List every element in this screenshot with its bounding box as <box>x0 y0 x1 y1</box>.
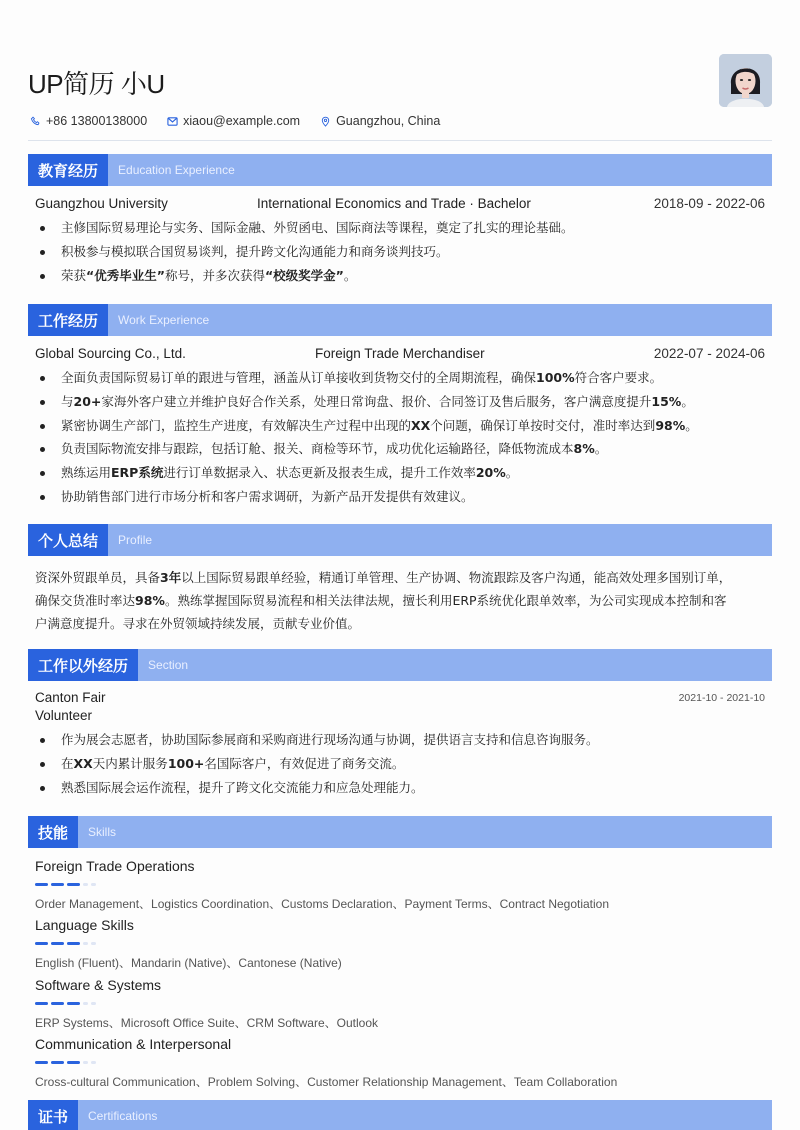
other-entry-header <box>35 690 765 726</box>
list-item: 作为展会志愿者，协助国际参展商和采购商进行现场沟通与协调，提供语言支持和信息咨询服务。 <box>35 728 765 752</box>
list-item: 紧密协调生产部门，监控生产进度，有效解决生产过程中出现的XX个问题，确保订单按时交付，准时率达到98%。 <box>35 414 765 438</box>
work-entry-header <box>35 346 765 364</box>
phone-text: +86 13800138000 <box>46 114 148 128</box>
location-text: Guangzhou, China <box>336 114 441 128</box>
resume-header <box>28 54 772 142</box>
email-text: xiaou@example.com <box>183 114 301 128</box>
list-item: 在XX天内累计服务100+名国际客户，有效促进了商务交流。 <box>35 752 765 776</box>
work-bullets <box>35 366 765 509</box>
major-degree: International Economics and Trade · Bachelor <box>257 196 531 211</box>
skill-level-indicator <box>35 1060 765 1064</box>
list-item: 协助销售部门进行市场分析和客户需求调研，为新产品开发提供有效建议。 <box>35 485 765 509</box>
list-item: 全面负责国际贸易订单的跟进与管理，涵盖从订单接收到货物交付的全周期流程，确保100%符合客户要求。 <box>35 366 765 390</box>
location-pin-icon <box>320 116 331 127</box>
skill-group <box>35 917 765 971</box>
section-header-education <box>28 154 772 186</box>
section-title-en: Work Experience <box>118 313 210 327</box>
company-name: Global Sourcing Co., Ltd. <box>35 346 186 361</box>
section-title-zh: 工作以外经历 <box>28 649 138 681</box>
avatar-photo <box>719 54 772 107</box>
education-bullets <box>35 216 765 287</box>
list-item: 积极参与模拟联合国贸易谈判，提升跨文化沟通能力和商务谈判技巧。 <box>35 240 765 264</box>
section-title-en: Education Experience <box>118 163 235 177</box>
section-header-profile <box>28 524 772 556</box>
section-header-skills <box>28 816 772 848</box>
education-entry-header <box>35 196 765 214</box>
section-title-zh: 工作经历 <box>28 304 108 336</box>
skill-group <box>35 858 765 912</box>
education-date: 2018-09 - 2022-06 <box>653 196 765 211</box>
list-item: 熟悉国际展会运作流程，提升了跨文化交流能力和应急处理能力。 <box>35 776 765 800</box>
other-date: 2021-10 - 2021-10 <box>678 692 765 704</box>
other-bullets <box>35 728 765 799</box>
work-date: 2022-07 - 2024-06 <box>653 346 765 361</box>
list-item: 负责国际物流安排与跟踪，包括订舱、报关、商检等环节，成功优化运输路径，降低物流成本8%。 <box>35 437 765 461</box>
organization-name: Canton Fair <box>35 690 106 705</box>
section-title-en: Certifications <box>88 1109 158 1123</box>
section-header-other-experience <box>28 649 772 681</box>
section-title-en: Skills <box>88 825 117 839</box>
section-title-zh: 技能 <box>28 816 78 848</box>
skill-description: Order Management、Logistics Coordination、Customs Declaration、Payment Terms、Contract Negotiation <box>35 897 610 911</box>
skill-level-indicator <box>35 882 765 886</box>
skill-title: Foreign Trade Operations <box>35 858 195 874</box>
skill-title: Language Skills <box>35 917 134 933</box>
contact-email <box>167 114 300 128</box>
phone-icon <box>30 116 41 127</box>
contact-phone <box>30 114 147 128</box>
skill-group <box>35 977 765 1031</box>
section-title-zh: 教育经历 <box>28 154 108 186</box>
skill-description: ERP Systems、Microsoft Office Suite、CRM Software、Outlook <box>35 1016 378 1030</box>
skill-level-indicator <box>35 941 765 945</box>
header-divider <box>28 140 772 141</box>
section-header-certifications <box>28 1100 772 1130</box>
skill-title: Communication & Interpersonal <box>35 1036 232 1052</box>
contact-location <box>320 114 440 128</box>
section-title-en: Section <box>148 658 189 672</box>
portrait-icon <box>719 54 772 107</box>
job-title: Foreign Trade Merchandiser <box>315 346 485 361</box>
skill-description: English (Fluent)、Mandarin (Native)、Cantonese (Native) <box>35 956 342 970</box>
list-item: 与20+家海外客户建立并维护良好合作关系，处理日常询盘、报价、合同签订及售后服务，客户满意度提升15%。 <box>35 390 765 414</box>
profile-summary: 资深外贸跟单员，具备3年以上国际贸易跟单经验，精通订单管理、生产协调、物流跟踪及客户沟通，能高效处理多国别订单， 确保交货准时率达98%。熟练掌握国际贸易流程和相关法律法规，擅长利用ERP系统优化跟单效率，为公司实现成本控制和客 户满意度提升。寻求在外贸领域持续发展，贡献专业价值。 <box>35 570 732 631</box>
contact-row <box>30 114 440 128</box>
section-title-zh: 证书 <box>28 1100 78 1130</box>
candidate-name: UP简历 小U <box>28 69 165 99</box>
section-title-zh: 个人总结 <box>28 524 108 556</box>
list-item: 荣获“优秀毕业生”称号，并多次获得“校级奖学金”。 <box>35 264 765 288</box>
list-item: 熟练运用ERP系统进行订单数据录入、状态更新及报表生成，提升工作效率20%。 <box>35 461 765 485</box>
skill-description: Cross-cultural Communication、Problem Solving、Customer Relationship Management、Team Collaboration <box>35 1075 618 1089</box>
volunteer-role: Volunteer <box>35 708 93 723</box>
skill-level-indicator <box>35 1001 765 1005</box>
mail-icon <box>167 116 178 127</box>
section-header-work <box>28 304 772 336</box>
school-name: Guangzhou University <box>35 196 168 211</box>
list-item: 主修国际贸易理论与实务、国际金融、外贸函电、国际商法等课程，奠定了扎实的理论基础。 <box>35 216 765 240</box>
skill-title: Software & Systems <box>35 977 162 993</box>
section-title-en: Profile <box>118 533 153 547</box>
skill-group <box>35 1036 765 1090</box>
